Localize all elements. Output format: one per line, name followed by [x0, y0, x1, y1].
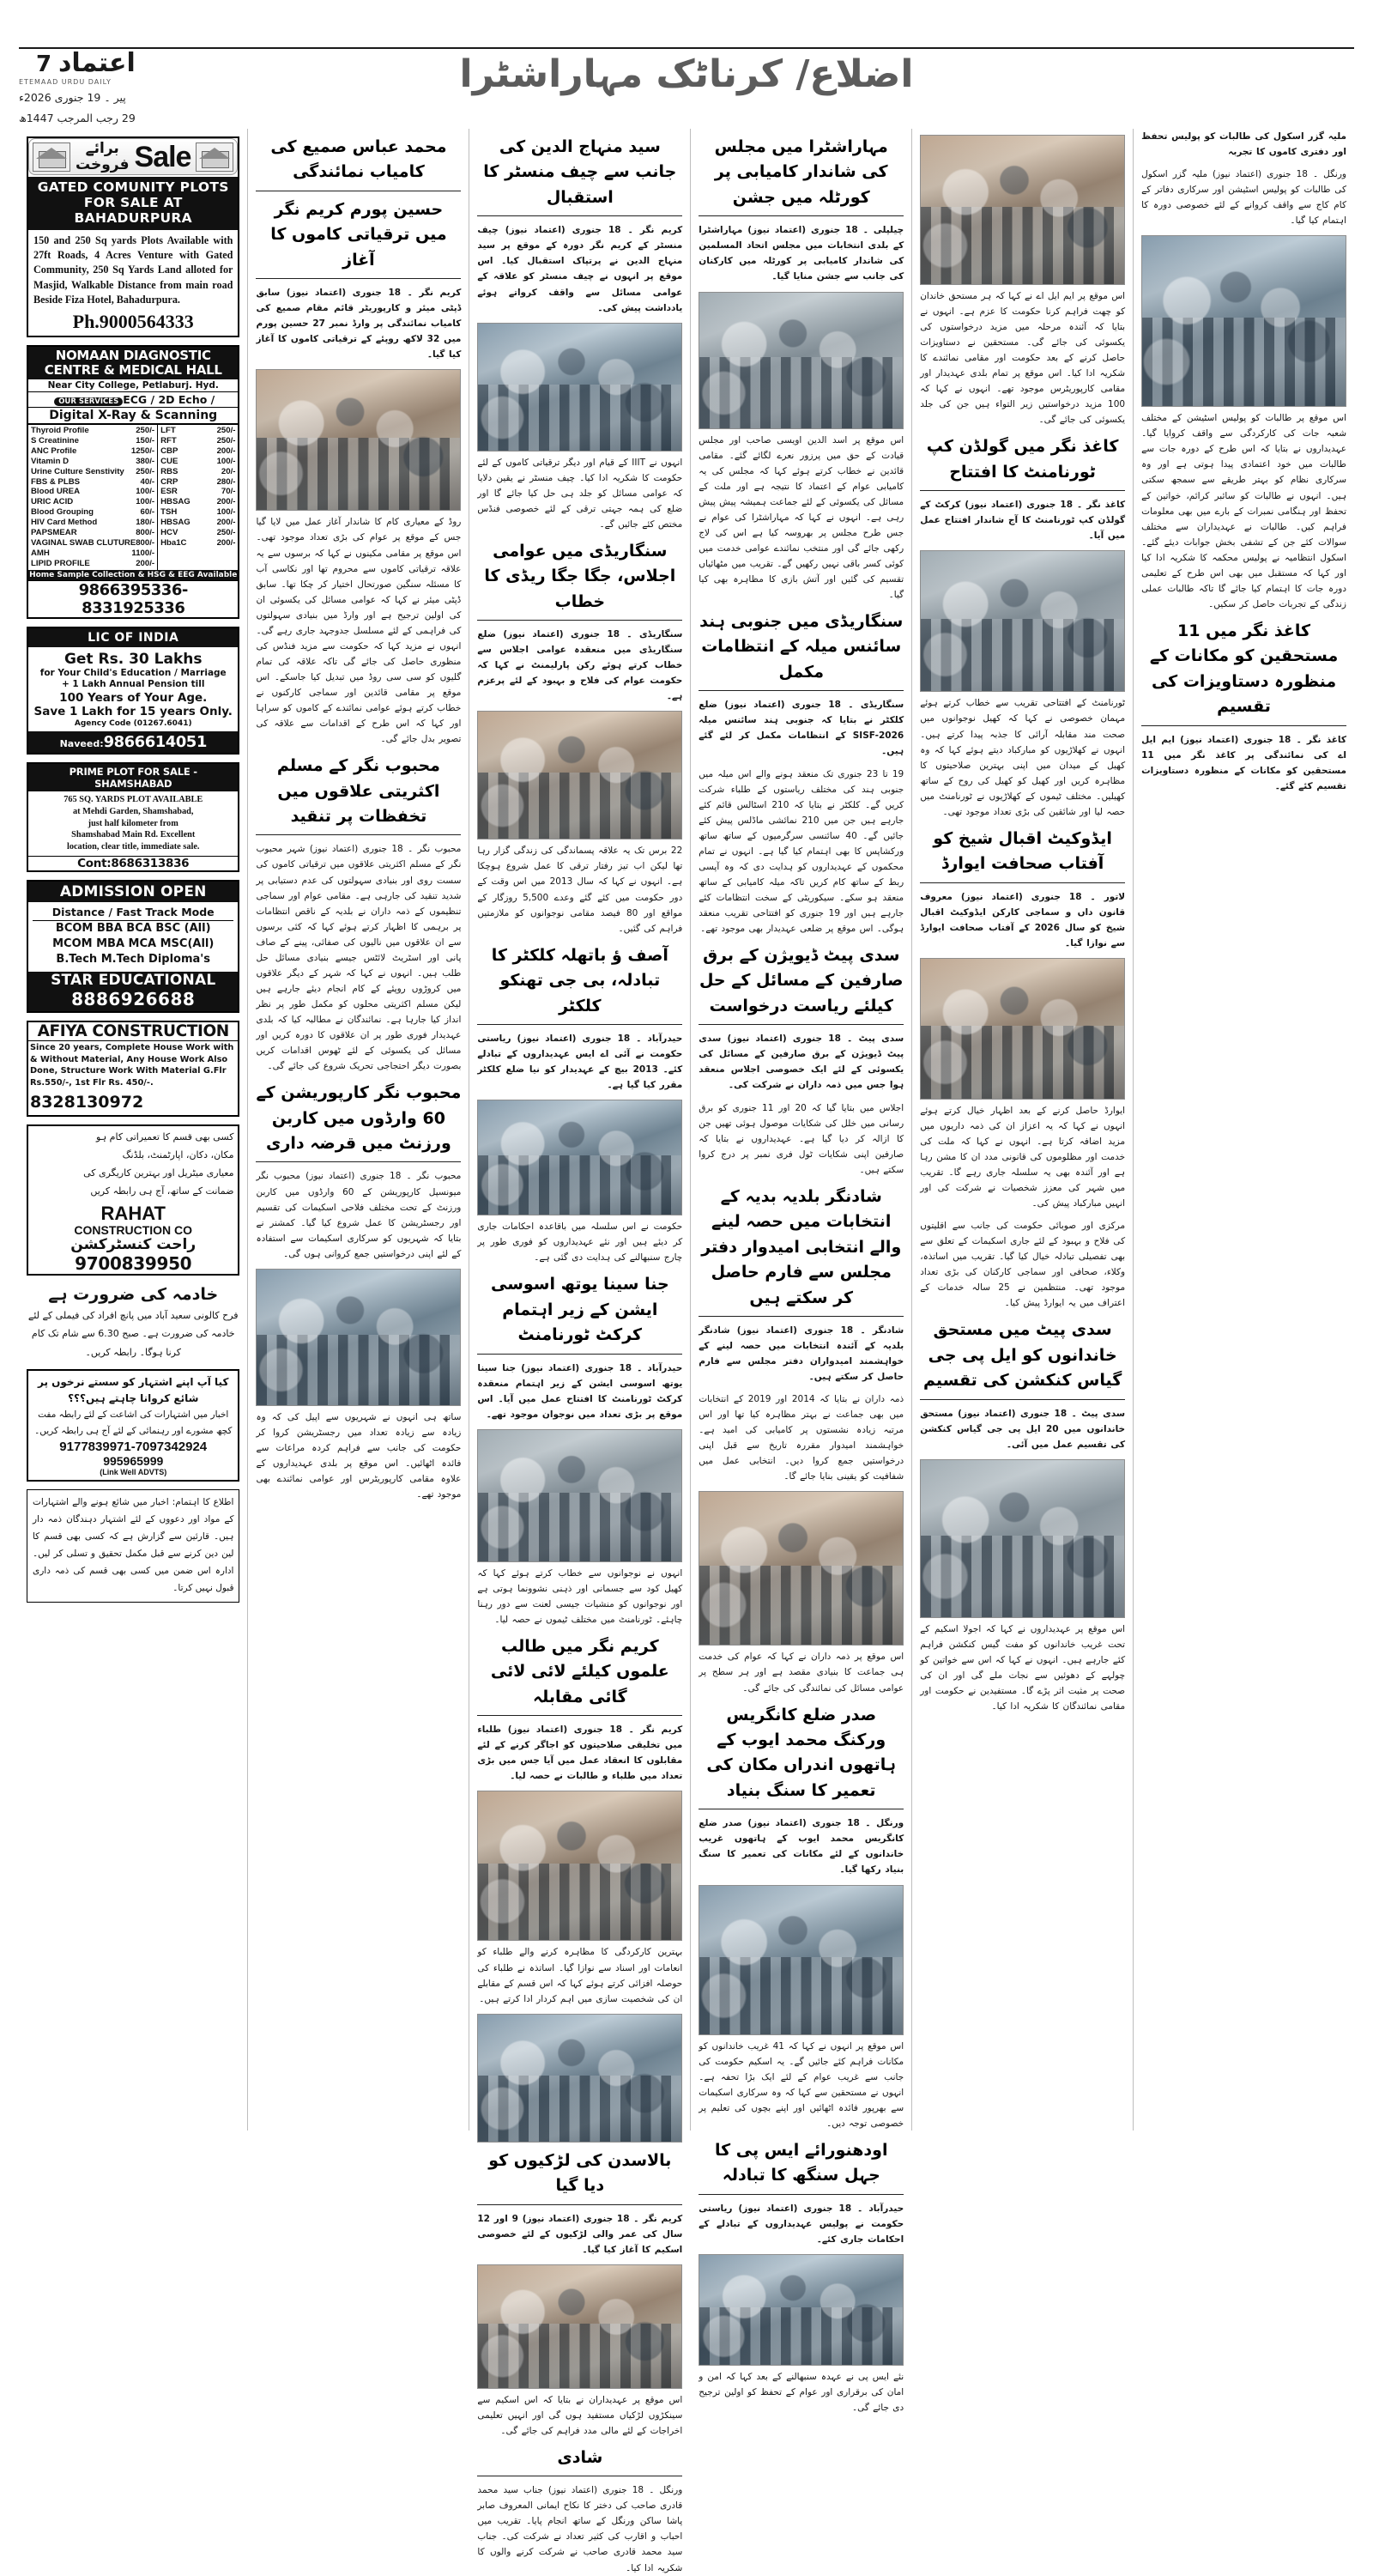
article-headline: کریم نگر میں طالب علموں کیلئے لائی لائی گائی مقابلہ — [490, 1636, 669, 1706]
headline-rule — [699, 1316, 904, 1317]
masthead — [19, 47, 1354, 124]
diagnostic-footer: Home Sample Collection & HSG & EEG Available — [29, 570, 238, 579]
article-body: نئے ایس پی نے عہدہ سنبھالنے کے بعد کہا کہ امن و امان کی برقراری اور عوام کے تحفظ کو اولین ترجیح دی جائے گی۔ — [699, 2371, 904, 2413]
article-body: اس موقع پر ذمہ داران نے کہا کہ عوام کی خدمت ہی جماعت کا بنیادی مقصد ہے اور ہر سطح پر عوامی مسائل کی نمائندگی کی جائے گی۔ — [699, 1652, 904, 1694]
column-5 — [247, 129, 469, 2131]
article-dateline: حیدرآباد ۔ 18 جنوری (اعتماد نیوز) جنا سینا یوتھ اسوسی ایشن کے زیر اہتمام منعقدہ کرکٹ ٹورنامنٹ کا افتتاح عمل میں آیا۔ اس موقع پر بڑی تعداد میں نوجوان موجود تھے۔ — [477, 1362, 683, 1420]
headline-rule — [920, 882, 1125, 883]
article-photo — [920, 550, 1125, 692]
lic-line2: for Your Child's Education / Marriage — [39, 667, 227, 678]
sale-urdu-line1: برائے — [85, 140, 119, 157]
admission-body — [28, 902, 238, 971]
test-price: 250/- — [216, 527, 236, 537]
test-price: 200/- — [136, 558, 155, 568]
test-name: Blood UREA — [30, 487, 81, 497]
article-body: 22 برس تک یہ علاقہ پسماندگی کی زندگی گزار رہا تھا لیکن اب تیز رفتار ترقی کا عمل شروع ہوچکا ہے۔ انہوں نے کہا کہ سال 2013 میں اس وقت کے دور حکومت میں کئے گئے وعدے 5,500 روزگار کے مواقع اور 80 فیصد مقامی نوجوانوں کو ملازمتیں فراہم کی گئیں۔ — [477, 846, 683, 934]
headline-rule — [699, 690, 904, 691]
rahat-urdu_line1: کسی بھی قسم کا تعمیراتی کام ہو — [96, 1131, 234, 1143]
lic-contact-phone: 9866614051 — [103, 732, 207, 751]
price-row — [160, 497, 235, 507]
article-body: اس موقع پر عہدیداروں نے کہا کہ اجولا اسکیم کے تحت غریب خاندانوں کو مفت گیس کنکشن فراہم کئے جارہے ہیں۔ انہوں نے کہا کہ اس سے خواتین کو چولہے کے دھوئیں سے نجات ملے گی اور ان کی صحت پر مثبت اثر پڑے گا۔ مستفیدین نے حکومت اور مقامی نمائندگان کا شکریہ ادا کیا۔ — [920, 1623, 1126, 1712]
test-price: 200/- — [216, 497, 236, 507]
ad-gated-community[interactable] — [27, 136, 239, 337]
test-price: 70/- — [221, 487, 236, 497]
prime-plot-contact-phone: 8686313836 — [111, 857, 190, 871]
test-name: HCV — [160, 527, 178, 537]
test-price: 60/- — [140, 507, 155, 518]
prime-plot-head: PRIME PLOT FOR SALE - SHAMSHABAD — [28, 764, 238, 791]
price-row — [160, 436, 235, 446]
article-headline: شادنگر بلدیہ بدیہ کے انتخابات میں حصہ لینے والے انتخابی امیدوار دفتر مجلس سے فارم حاصل کر سکتے ہیں — [701, 1186, 902, 1307]
lic-body — [28, 647, 238, 731]
test-name: S Creatinine — [30, 435, 79, 445]
sale-urdu-line2: فروخت — [75, 155, 130, 173]
prime-plot-line5: location, clear title, immediate sale. — [66, 842, 200, 852]
article-photo — [699, 2254, 904, 2366]
test-name: TSH — [160, 507, 178, 518]
prime-plot-line1: 765 SQ. YARDS PLOT AVAILABLE — [64, 794, 203, 804]
date-hijri: 29 رجب المرجب 1447ھ — [19, 111, 136, 124]
headline-rule — [920, 1399, 1125, 1400]
column-1 — [1133, 129, 1354, 2131]
test-name: RFT — [160, 435, 177, 445]
article-headline: صدر ضلع کانگریس ورکنگ محمد ایوب کے ہاتھوں اندراں مکان کی تعمیر کا سنگ بنیاد — [706, 1705, 897, 1800]
diagnostic-name-line2: CENTRE & MEDICAL HALL — [44, 362, 222, 379]
test-price: 100/- — [136, 497, 155, 507]
headline-rule — [699, 215, 904, 216]
headline-rule — [477, 1354, 682, 1355]
prime-plot-line3: just half kilometer from — [88, 818, 178, 828]
test-price: 100/- — [216, 507, 236, 518]
advts-phone1[interactable]: 9177839971-7097342924 — [59, 1440, 208, 1455]
diagnostic-price-grid — [28, 425, 238, 569]
price-row — [160, 446, 235, 457]
admission-line2: MCOM MBA MCA MSC(All) — [52, 937, 215, 951]
afiya-phone-row[interactable] — [28, 1090, 238, 1115]
article-dateline: کریم نگر ۔ 18 جنوری (اعتماد نیوز) چیف منسٹر کے کریم نگر دورہ کے موقع پر سید منہاج الدین نے پرتپاک استقبال کیا۔ اس موقع پر انہوں نے چیف منسٹر کو علاقہ کے عوامی مسائل سے واقف کرواتے ہوئے یادداشت پیش کی۔ — [477, 225, 683, 313]
gated-phone[interactable]: Ph.9000564333 — [72, 311, 194, 333]
services-text: ECG / 2D Echo / — [123, 393, 215, 407]
article-headline: محبوب نگر کارپوریشن کے 60 وارڈوں میں کاربن ورزنٹ میں قرضہ داری — [256, 1083, 462, 1154]
test-price: 800/- — [136, 537, 155, 548]
advts-body — [28, 1371, 238, 1480]
price-row — [160, 507, 235, 518]
lic-head: LIC OF INDIA — [28, 628, 238, 647]
price-row — [31, 559, 154, 569]
afiya-head: AFIYA CONSTRUCTION — [28, 1022, 238, 1041]
sale-banner — [28, 138, 238, 175]
test-price: 250/- — [216, 435, 236, 445]
prime-plot-contact[interactable] — [28, 856, 238, 870]
paper-subtitle: ETEMAAD URDU DAILY — [19, 78, 112, 86]
article-body: اجلاس میں بتایا گیا کہ 20 اور 11 جنوری کو برق رسانی میں خلل کی شکایات موصول ہوئی تھیں جن کا ازالہ کر دیا گیا ہے۔ عہدیداروں نے بتایا کہ صارفین اپنی شکایات ٹول فری نمبر پر درج کروا سکتے ہیں۔ — [699, 1102, 904, 1175]
headline-rule — [256, 1161, 461, 1162]
test-name: URIC ACID — [30, 497, 74, 507]
test-name: PAPSMEAR — [30, 527, 77, 537]
admission-line3: B.Tech M.Tech Diploma's — [56, 953, 211, 967]
test-name: AMH — [30, 548, 50, 558]
article-body: ورنگل ۔ 18 جنوری (اعتماد نیوز) ملیہ گزر اسکول کی طالبات کو پولیس اسٹیشن اور سرکاری دفاتر کے کام کاج سے واقف کروانے کے لئے خصوصی دورہ کا اہتمام کیا گیا۔ — [1141, 169, 1346, 227]
ad-nomaan-diagnostic[interactable] — [27, 345, 239, 618]
article-dateline: لاتور ۔ 18 جنوری (اعتماد نیوز) معروف قانون داں و سماجی کارکن ایڈوکیٹ اقبال شیخ کو سال 2026 کے آفتاب صحافت ایوارڈ سے نوازا گیا۔ — [920, 891, 1126, 949]
diagnostic-xray: Digital X-Ray & Scanning — [28, 408, 238, 425]
advts-line1: اخبار میں اشتہارات کی اشاعت کے لئے رابطہ مفت — [38, 1409, 229, 1421]
headline-rule — [1141, 725, 1346, 726]
article-headline: سدی پیٹ میں مستحق خاندانوں کو ایل پی جی گیاس کنکشن کی تقسیم — [922, 1320, 1122, 1391]
price-row — [160, 457, 235, 467]
price-row — [31, 538, 154, 549]
article-photo — [920, 958, 1125, 1100]
lic-line1: Get Rs. 30 Lakhs — [64, 650, 203, 668]
article-body: انہوں نے نوجوانوں سے خطاب کرتے ہوئے کہا کہ کھیل کود سے جسمانی اور ذہنی نشوونما ہوتی ہے اور نوجوانوں کو منشیات جیسی لعنت سے دور رہنا چاہئے۔ ٹورنامنٹ میں مختلف ٹیموں نے حصہ لیا۔ — [477, 1567, 683, 1625]
services-pill: OUR SERVICES — [54, 397, 123, 406]
article-headline: اودھنورائے ایس پی کا جہل سنگھ کا تبادلہ — [714, 2140, 888, 2185]
article-body: بہترین کارکردگی کا مظاہرہ کرنے والے طلباء کو انعامات اور اسناد سے نوازا گیا۔ اساتذہ نے طلباء کی حوصلہ افزائی کرتے ہوئے کہا کہ اس قسم کے مقابلے ان کی شخصیت سازی میں اہم کردار ادا کرتے ہیں۔ — [477, 1947, 683, 2004]
rahat-name: RAHAT — [100, 1202, 166, 1224]
article-photo — [477, 1429, 682, 1562]
price-row — [160, 538, 235, 549]
article-body: انہوں نے IIIT کے قیام اور دیگر ترقیاتی کاموں کے لئے حکومت کا شکریہ ادا کیا۔ چیف منسٹر نے یقین دلایا کہ عوامی مسائل کو جلد ہی حل کیا جائے گا اور ضلع کی ہمہ جہتی ترقی کے لئے خصوصی فنڈس مختص کئے جائیں گے۔ — [477, 457, 683, 530]
article-body: حکومت نے اس سلسلہ میں باقاعدہ احکامات جاری کر دیئے ہیں اور نئے عہدیداروں کو فوری طور پر چارج سنبھالنے کی ہدایت دی گئی ہے۔ — [477, 1221, 683, 1264]
rahat-phone[interactable]: 9700839950 — [75, 1253, 192, 1275]
article-body: ساتھ ہی انہوں نے شہریوں سے اپیل کی کہ وہ زیادہ سے زیادہ تعداد میں رجسٹریشن کروا کر حکومت کی جانب سے فراہم کردہ مراعات سے فائدہ اٹھائیں۔ اس موقع پر بلدی عہدیداروں کے علاوہ مقامی کارپوریٹرس اور عوامی نمائندے بھی موجود تھے۔ — [256, 1411, 462, 1500]
article-headline: حسین پورم کریم نگر میں ترقیاتی کاموں کا آغاز — [270, 199, 447, 270]
article-photo — [477, 2014, 682, 2143]
price-row — [31, 426, 154, 436]
article-body: 19 تا 23 جنوری تک منعقد ہونے والے اس میلہ میں جنوبی ہند کی مختلف ریاستوں کے طلباء شرکت کریں گے۔ کلکٹر نے بتایا کہ 210 اسٹالس قائم کئے جارہے ہیں جن میں 210 نمائشی ماڈلس پیش کئے جائیں گے۔ 40 سائنسی سرگرمیوں کے ساتھ ساتھ ورکشاپس کا بھی اہتمام کیا گیا ہے۔ انہوں نے تمام محکموں کے عہدیداروں کو ہدایت دی کہ وہ آپسی ربط کے ساتھ کام کریں تاکہ میلہ کامیابی کے ساتھ منعقد ہو سکے۔ سیکوریٹی کے سخت انتظامات کئے جارہے ہیں اور 19 جنوری کو افتتاحی تقریب منعقد ہوگی۔ اس موقع پر ضلعی عہدیدار بھی موجود تھے۔ — [699, 768, 904, 934]
lic-line5: Save 1 Lakh for 15 years Only. — [33, 705, 233, 719]
headline-rule — [256, 834, 461, 835]
article-dateline: سنگاریڈی ۔ 18 جنوری (اعتماد نیوز) ضلع کلکٹر نے بتایا کہ جنوبی ہند سائنس میلہ SISF-2026 کے انتظامات مکمل کر لئے گئے ہیں۔ — [699, 700, 904, 757]
article-dateline: کریم نگر ۔ 18 جنوری (اعتماد نیوز) طلباء میں تخلیقی صلاحیتوں کو اجاگر کرنے کے لئے مقابلوں کا انعقاد عمل میں آیا جس میں بڑی تعداد میں طلباء و طالبات نے حصہ لیا۔ — [477, 1724, 683, 1782]
column-3 — [690, 129, 911, 2413]
column-4 — [469, 129, 690, 2573]
test-name: LFT — [160, 426, 176, 436]
test-name: Urine Culture Senstivity — [30, 466, 124, 476]
price-row — [31, 436, 154, 446]
admission-head: ADMISSION OPEN — [28, 882, 238, 902]
admission-phone[interactable]: 8886926688 — [28, 989, 238, 1011]
article-body: ٹورنامنٹ کے افتتاحی تقریب سے خطاب کرتے ہوئے مہمان خصوصی نے کہا کہ کھیل نوجوانوں میں صحت مند مقابلہ آرائی کا جذبہ پیدا کرتے ہیں۔ انہوں نے کھلاڑیوں کو مبارکباد دیتے ہوئے کہا کہ وہ کھیل کے میدان میں اپنی بہترین صلاحیتوں کا مظاہرہ کریں اور کھیل کو کھیل کی روح کے ساتھ کھیلیں۔ مختلف ٹیموں کے کھلاڑیوں نے ٹورنامنٹ میں حصہ لیا اور شائقین کی بڑی تعداد موجود تھی۔ — [920, 698, 1126, 817]
article-body: اس موقع پر ایم ایل اے نے کہا کہ ہر مستحق خاندان کو چھت فراہم کرنا حکومت کا عزم ہے۔ انہوں نے بتایا کہ آئندہ مرحلہ میں مزید درخواستوں کی یکسوئی کی جائے گی۔ مستحقین نے دستاویزات حاصل کرنے کے بعد حکومت اور مقامی نمائندے کا شکریہ ادا کیا۔ اس موقع پر تمام بلدی عہدیدار اور مقامی کارپوریٹرس موجود تھے۔ انہوں نے کہا کہ 100 مزید درخواستیں زیر التواء ہیں جن کی جلد یکسوئی کی جائے گی۔ — [920, 291, 1126, 426]
ad-advts-contact[interactable] — [27, 1369, 239, 1482]
article-photo — [477, 323, 682, 452]
test-name: HBSAG — [160, 497, 191, 507]
headline-rule — [699, 1024, 904, 1025]
test-price: 250/- — [136, 426, 155, 436]
article-dateline: حیدرآباد ۔ 18 جنوری (اعتماد نیوز) ریاستی حکومت نے پولیس عہدیداروں کے تبادلے کے احکامات جاری کئے۔ — [699, 2203, 904, 2245]
article-body: مرکزی اور صوبائی حکومت کی جانب سے اقلیتوں کی فلاح و بہبود کے لئے جاری اسکیمات کے تعلق سے بھی تفصیلی تبادلہ خیال کیا گیا۔ تقریب میں اساتذہ، وکلاء، صحافی اور سماجی کارکنان کی بڑی تعداد موجود تھی۔ منتظمین نے 25 سالہ خدمات کے اعتراف میں یہ ایوارڈ پیش کیا۔ — [920, 1221, 1126, 1309]
article-dateline: حیدرآباد ۔ 18 جنوری (اعتماد نیوز) ریاستی حکومت نے آئی اے ایس عہدیداروں کے تبادلے کئے۔ 2013 بیچ کے عہدیدار کو نیا ضلع کلکٹر مقرر کیا گیا ہے۔ — [477, 1033, 683, 1091]
test-name: ESR — [160, 487, 178, 497]
article-body: روڈ کے معیاری کام کا شاندار آغاز عمل میں لایا گیا جس کے موقع پر عوام کی بڑی تعداد موجود تھی۔ اس موقع پر مقامی مکینوں نے کہا کہ برسوں سے یہ علاقہ ترقیاتی کاموں سے محروم تھا اور نکاسی آب کا مسئلہ سنگین صورتحال اختیار کر چکا تھا۔ سابق ڈپٹی میئر نے کہا کہ عوامی مسائل کی یکسوئی ان کی اولین ترجیح ہے اور وارڈ میں بنیادی سہولتوں کی فراہمی کے لئے مسلسل جدوجہد جاری رہے گی۔ انہوں نے مزید کہا کہ حکومت سے مزید فنڈس کی منظوری حاصل کی جائے گی تاکہ علاقہ کی تمام گلیوں کو سی سی روڈ میں تبدیل کیا جاسکے۔ اس موقع پر مقامی قائدین اور سماجی کارکنوں نے خطاب کرتے ہوئے عوامی نمائندے کے کاموں کو سراہا اور کہا کہ اس طرح کے اقدامات سے علاقہ کی تصویر بدل جائے گی۔ — [256, 517, 462, 745]
lic-line4: 100 Years of Your Age. — [59, 690, 208, 705]
article-headline: سید منہاج الدین کی جانب سے چیف منسٹر کا استقبال — [483, 137, 677, 207]
ad-rahat-construction[interactable] — [27, 1124, 239, 1276]
article-dateline: شادنگر ۔ 18 جنوری (اعتماد نیوز) شادنگر بلدیہ کے آئندہ انتخابات میں حصہ لینے کے خواہشمند امیدواران دفتر مجلس سے فارم حاصل کر سکتے ہیں۔ — [699, 1324, 904, 1383]
test-price: 180/- — [136, 518, 155, 528]
price-row — [160, 487, 235, 497]
headline-rule — [477, 1715, 682, 1716]
rahat-urdu-name: راحت کنسٹرکشن — [70, 1236, 197, 1254]
test-price: 20/- — [221, 466, 236, 476]
diagnostic-phones[interactable]: 9866395336-8331925336 — [28, 580, 238, 617]
price-row — [160, 467, 235, 477]
lic-line3: + 1 Lakh Annual Pension till — [61, 679, 205, 690]
admission-line1: BCOM BBA BCA BSC (All) — [55, 922, 211, 936]
test-price: 100/- — [136, 487, 155, 497]
test-name: HBSAG — [160, 518, 191, 528]
lic-contact-label: Naveed: — [59, 737, 104, 749]
headline-rule — [477, 215, 682, 216]
advts-phone2[interactable]: 995965999 — [103, 1454, 164, 1469]
article-photo — [699, 1885, 904, 2035]
article-body: محبوب نگر ۔ 18 جنوری (اعتماد نیوز) شہر محبوب نگر کے مسلم اکثریتی علاقوں میں ترقیاتی کاموں کی سست روی اور بنیادی سہولتوں کی عدم دستیابی پر شدید تنقید کی جارہی ہے۔ مقامی عوام اور سماجی تنظیموں کے ذمہ داران نے بلدیہ کے ناقص انتظامات پر برہمی کا اظہار کرتے ہوئے کہا کہ کئی برسوں سے ان علاقوں میں نالیوں کی صفائی، پینے کے صاف پانی اور اسٹریٹ لائٹس جیسے بنیادی مسائل حل طلب ہیں۔ انہوں نے کہا کہ شہر کے دیگر علاقوں میں کروڑوں روپئے کے کام انجام دیئے جارہے ہیں لیکن مسلم اکثریتی محلوں کو مکمل طور پر نظر انداز کیا جارہا ہے۔ نمائندگان نے مطالبہ کیا کہ بلدی عہدیدار فوری طور پر ان علاقوں کا دورہ کریں اور مسائل کی یکسوئی کے لئے ٹھوس اقدامات کریں بصورت دیگر احتجاجی تحریک شروع کی جائے گی۔ — [256, 844, 462, 1072]
test-name: RBS — [160, 466, 178, 476]
test-price: 1100/- — [131, 548, 155, 558]
test-price: 800/- — [136, 527, 155, 537]
article-dateline: ورنگل ۔ 18 جنوری (اعتماد نیوز) صدر ضلع کانگریس محمد ایوب کے ہاتھوں غریب خاندانوں کے لئے مکانات کی تعمیر کا سنگ بنیاد رکھا گیا۔ — [699, 1818, 904, 1876]
test-name: CUE — [160, 456, 178, 466]
test-name: CRP — [160, 476, 178, 487]
price-row — [160, 518, 235, 528]
test-price: 1250/- — [130, 445, 155, 456]
test-name: LIPID PROFILE — [30, 558, 90, 568]
price-row — [160, 426, 235, 436]
test-name: CBP — [160, 445, 178, 456]
khadima-head: خادمہ کی ضرورت ہے — [48, 1285, 219, 1305]
price-row — [160, 477, 235, 488]
lic-agency-code: Agency Code (01267.6041) — [74, 718, 192, 728]
price-row — [31, 549, 154, 559]
article-dateline: چیلپلی ۔ 18 جنوری (اعتماد نیوز) مہاراشٹرا کے بلدی انتخابات میں مجلس اتحاد المسلمین کی شاندار کامیابی پر کورٹلہ میں کارکنان کی جانب سے جشن منایا گیا۔ — [699, 225, 904, 282]
afiya-body: Since 20 years, Complete House Work with & Without Material, Any House Work Also Done, Structure Work With Material G.Flr Rs.550/-, 1st Flr Rs. 450/-. — [29, 1042, 234, 1088]
test-price: 40/- — [140, 476, 155, 487]
admission-sub: Distance / Fast Track Mode — [33, 906, 233, 921]
article-headline: شادی — [557, 2447, 603, 2467]
column-grid — [19, 129, 1354, 2573]
test-price: 100/- — [216, 456, 236, 466]
rahat-urdu_line2: مکان، دکان، اپارٹمنٹ، بلڈنگ — [122, 1149, 234, 1161]
page-number: 7 — [35, 52, 52, 77]
article-headline: محبوب نگر کے مسلم اکثریتی علاقوں میں تخفظات پر تنقید — [276, 756, 440, 826]
test-name: FBS & PLBS — [30, 476, 81, 487]
article-body: محبوب نگر ۔ 18 جنوری (اعتماد نیوز) محبوب نگر میونسپل کارپوریشن کے 60 وارڈوں میں کاربن ورزنٹ کے تحت مختلف فلاحی اسکیمات کی تقسیم اور رجسٹریشن کا عمل شروع کیا گیا۔ کمشنر نے بتایا کہ شہریوں کو سرکاری اسکیمات سے استفادہ کے لئے اپنی درخواستیں جمع کروانی ہوں گی۔ — [256, 1171, 462, 1259]
article-photo — [256, 369, 461, 511]
column-2 — [911, 129, 1133, 2131]
article-body: اس موقع پر انہوں نے کہا کہ 41 غریب خاندانوں کو مکانات فراہم کئے جائیں گے۔ یہ اسکیم حکومت کی جانب سے غریب عوام کے لئے ایک بڑا تحفہ ہے۔ انہوں نے مستحقین سے کہا کہ وہ سرکاری اسکیمات سے بھرپور فائدہ اٹھائیں اور اپنے بچوں کی تعلیم پر خصوصی توجہ دیں۔ — [699, 2040, 904, 2129]
article-headline: بالاسدن کی لڑکیوں کو دیا گیا — [488, 2150, 672, 2196]
test-name: Blood Grouping — [30, 507, 94, 518]
price-row — [31, 497, 154, 507]
lic-contact[interactable] — [28, 731, 238, 753]
article-headline: مہاراشٹرا میں مجلس کی شاندار کامیابی پر کورٹلہ میں جشن — [714, 137, 888, 207]
test-price: 250/- — [136, 466, 155, 476]
price-row — [31, 457, 154, 467]
test-name: VAGINAL SWAB CLUTURE — [30, 537, 136, 548]
article-body: اس موقع پر طالبات کو پولیس اسٹیشن کے مختلف شعبہ جات کی کارکردگی سے واقف کروایا گیا۔ عہدیداروں نے بتایا کہ اس طرح کے دورہ جات سے طالبات میں خود اعتمادی پیدا ہوتی ہے اور وہ سرکاری نظام کو بہتر طریقے سے سمجھ سکتی ہیں۔ انہوں نے طالبات کو سائبر کرائم، خواتین کے تحفظ اور ہنگامی نمبرات کے بارے میں بھی معلومات فراہم کیں۔ طالبات نے عہدیداران سے مختلف سوالات کئے جن کے تشفی بخش جوابات دیئے گئے۔ اسکول انتظامیہ نے پولیس محکمہ کا شکریہ ادا کیا اور کہا کہ مستقبل میں بھی اس طرح کے تعلیمی دورہ جات کا اہتمام کیا جائے گا تاکہ طالبات عملی زندگی کے تجربات حاصل کر سکیں۔ — [1141, 413, 1346, 609]
test-name: Vitamin D — [30, 456, 70, 466]
diagnostic-address: Near City College, Petlaburj. Hyd. — [28, 379, 238, 392]
price-row — [31, 446, 154, 457]
test-name: Thyroid Profile — [30, 426, 89, 436]
article-photo — [477, 1100, 682, 1215]
article-dateline: سدی پیٹ ۔ 18 جنوری (اعتماد نیوز) مستحق خاندانوں میں 20 ایل پی جی گیاس کنکشن کی تقسیم عمل میں آئی۔ — [920, 1408, 1126, 1450]
price-col-left — [28, 425, 158, 569]
article-headline: کاغذ نگر میں گولڈن کپ ٹورنامنٹ کا افتتاح — [926, 437, 1119, 482]
admission-institute: STAR EDUCATIONAL — [28, 972, 238, 989]
paper-name: اعتماد — [58, 48, 136, 78]
price-col-right — [158, 425, 238, 569]
afiya-phone: 8328130972 — [29, 1093, 144, 1112]
rahat-urdu_line3: معیاری میٹریل اور بہترین کاریگری کی — [83, 1167, 234, 1179]
diagnostic-name-line1: NOMAAN DIAGNOSTIC — [55, 348, 211, 364]
rahat-name2: CONSTRUCTION CO — [74, 1223, 193, 1238]
headline-rule — [256, 278, 461, 279]
article-body: ایوارڈ حاصل کرنے کے بعد اظہار خیال کرتے ہوئے انہوں نے کہا کہ یہ اعزاز ان کی ذمہ داریوں میں مزید اضافہ کرتا ہے۔ انہوں نے کہا کہ ملت کی خدمت اور مظلوموں کی قانونی مدد ان کا مشن رہا ہے اور آئندہ بھی یہ سلسلہ جاری رہے گا۔ تقریب میں شہر کی معزز شخصیات نے شرکت کی اور انہیں مبارکباد پیش کی۔ — [920, 1105, 1126, 1209]
test-name: HIV Card Method — [30, 518, 98, 528]
article-photo — [1141, 235, 1346, 407]
test-price: 380/- — [136, 456, 155, 466]
article-body: ورنگل ۔ 18 جنوری (اعتماد نیوز) جناب سید محمد قادری صاحب کی دختر کا نکاح ایمانی المعروف صابر پاشا ساکن ورنگل کے ساتھ انجام پایا۔ تقریب میں احباب و اقارب کی کثیر تعداد نے شرکت کی۔ جناب سید محمد قادری صاحب نے شرکت کرنے والوں کا شکریہ ادا کیا۔ — [477, 2485, 683, 2573]
date-gregorian: پیر ۔ 19 جنوری 2026ء — [19, 91, 126, 104]
rahat-urdu_line4: ضمانت کے ساتھ، آج ہی رابطہ کریں — [90, 1185, 234, 1197]
test-price: 280/- — [216, 476, 236, 487]
diagnostic-name — [28, 347, 238, 379]
advts-tag: (Link Well ADVTS) — [100, 1468, 167, 1477]
article-dateline: کاغذ نگر ۔ 18 جنوری (اعتماد نیوز) کرکٹ کے گولڈن کپ ٹورنامنٹ کا آج شاندار افتتاح عمل میں آیا۔ — [920, 500, 1126, 542]
article-photo — [477, 1791, 682, 1941]
article-photo — [477, 711, 682, 839]
test-price: 200/- — [216, 537, 236, 548]
test-name: ANC Profile — [30, 445, 77, 456]
article-photo — [920, 1459, 1125, 1618]
price-row — [31, 528, 154, 538]
price-row — [31, 518, 154, 528]
test-price: 250/- — [216, 426, 236, 436]
article-body: ذمہ داران نے بتایا کہ 2014 اور 2019 کے انتخابات میں بھی جماعت نے بہتر مظاہرہ کیا تھا اور اس مرتبہ زیادہ نشستوں پر کامیابی کی امید ہے۔ خواہشمند امیدوار مقررہ تاریخ سے قبل اپنی درخواستیں جمع کروا دیں۔ انتخابی عمل میں شفافیت کو یقینی بنایا جائے گا۔ — [699, 1394, 904, 1482]
rahat-urdu-text — [28, 1126, 238, 1203]
article-headline: سنگاریڈی میں عوامی اجلاس، جگا جگا ریڈی کا خطاب — [484, 541, 676, 611]
article-dateline: کریم نگر ۔ 18 جنوری (اعتماد نیوز) 9 اور 12 سال کی عمر والی لڑکیوں کے لئے خصوصی اسکیم کا آغاز کیا گیا۔ — [477, 2213, 683, 2255]
gated-title — [28, 177, 238, 229]
sale-urdu-label — [76, 141, 130, 173]
house-icon — [33, 142, 70, 172]
khadima-body: فرح کالونی سعید آباد میں پانچ افراد کی فیملی کے لئے خادمہ کی ضرورت ہے۔ صبح 6.30 سے شام تک کام کرنا ہوگا۔ رابطہ کریں۔ — [27, 1309, 239, 1358]
article-body: اس موقع پر اسد الدین اویسی صاحب اور مجلس قیادت کے حق میں پرزور نعرے لگائے گئے۔ مقامی قائدین نے خطاب کرتے ہوئے کہا کہ مجلس کی یہ کامیابی عوام کے اعتماد کا نتیجہ ہے اور ملت کے مسائل کی یکسوئی کے لئے جماعت ہمیشہ پیش پیش رہی ہے۔ انہوں نے کہا کہ مہاراشٹرا کی عوام نے جس طرح مجلس پر بھروسہ کیا ہے اس کی لاج رکھی جائے گی اور منتخب نمائندے عوامی خدمت میں کوئی کسر باقی نہیں رکھیں گے۔ تقریب میں مٹھائیاں تقسیم کی گئیں اور آتش بازی کا مظاہرہ بھی کیا گیا۔ — [699, 434, 904, 600]
section-title: اضلاع/ کرناٹک مہاراشٹرا — [459, 52, 914, 96]
article-photo — [256, 1269, 461, 1406]
test-price: 200/- — [216, 518, 236, 528]
prime-plot-line4: Shamshabad Main Rd. Excellent — [71, 830, 196, 840]
article-dateline: سدی پیٹ ۔ 18 جنوری (اعتماد نیوز) سدی پیٹ ڈیویژن کے برق صارفین کے مسائل کی یکسوئی کے لئے ایک خصوصی اجلاس منعقد ہوا جس میں ذمہ داران نے شرکت کی۔ — [699, 1033, 904, 1091]
headline-rule — [920, 490, 1125, 491]
article-photo — [477, 2264, 682, 2389]
article-headline: آصف ؤ باتھلہ کلکٹر کا تبادلہ، بی جی تھنکو کلکٹر — [491, 945, 668, 1015]
advts-line2: کچھ مشورے اور رہنمائی کے لئے آج ہی رابطہ کریں۔ — [34, 1426, 233, 1437]
column-6 — [19, 129, 247, 2131]
price-row — [160, 528, 235, 538]
headline-rule — [477, 2204, 682, 2205]
gated-title-line2: BAHADURPURA — [74, 210, 192, 226]
prime-plot-line2: at Mehdi Garden, Shamshabad, — [72, 806, 194, 816]
test-name: Hba1C — [160, 537, 187, 548]
ad-disclaimer-notice: اطلاع کا اہتمام: اخبار میں شائع ہونے والے اشتہارات کے مواد اور دعووں کے لئے اشتہار دہندگان ذمہ دار ہیں۔ قارئین سے گزارش ہے کہ کسی بھی قسم کا لین دین کرنے سے قبل مکمل تحقیق و تسلی کر لیں۔ ادارہ اس ضمن میں کسی بھی قسم کی ذمہ داری قبول نہیں کرتا۔ — [27, 1489, 239, 1603]
headline-rule — [699, 2194, 904, 2195]
article-headline: کاغذ نگر میں 11 مستحقین کو مکانات کے منظورہ دستاویزات کی تقسیم — [1149, 621, 1339, 717]
gated-body: 150 and 250 Sq yards Plots Available with 27ft Roads, 4 Acres Venture with Gated Community, 250 Sq Yards Land alloted for Masjid, Walkable Distance from main road Beside Fiza Hotel, Bahadurpura. — [33, 233, 233, 306]
test-price: 200/- — [216, 445, 236, 456]
test-price: 150/- — [136, 435, 155, 445]
article-dateline: کاغذ نگر ۔ 18 جنوری (اعتماد نیوز) ایم ایل اے کی نمائندگی پر کاغذ نگر میں 11 مستحقین کو مکانات کے منظورہ دستاویزات تقسیم کئے گئے۔ — [1141, 734, 1346, 791]
article-headline: جنا سینا یوتھ اسوسی ایشن کے زیر اہتمام کرکٹ ٹورنامنٹ — [490, 1275, 669, 1345]
house-icon — [196, 142, 233, 172]
headline-rule — [477, 1024, 682, 1025]
article-headline: سنگاریڈی میں جنوبی ہند سائنس میلہ کے انتظامات مکمل — [699, 612, 904, 682]
ad-afiya-construction[interactable] — [27, 1021, 239, 1118]
article-dateline: کریم نگر ۔ 18 جنوری (اعتماد نیوز) سابق ڈپٹی میئر و کارپوریٹر قائم مقام صمیع کی کامیاب نمائندگی پر وارڈ نمبر 27 حسین پورم میں 32 لاکھ روپئے کے ترقیاتی کاموں کا آغاز کیا گیا۔ — [256, 288, 462, 361]
prime-plot-contact-label: Cont: — [77, 857, 112, 871]
article-headline: ایڈوکیٹ اقبال شیخ کو آفتاب صحافت ایوارڈ — [933, 828, 1112, 874]
article-body: اس موقع پر عہدیداران نے بتایا کہ اس اسکیم سے سینکڑوں لڑکیاں مستفید ہوں گی اور انہیں تعلیمی اخراجات کے لئے مالی مدد فراہم کی جائے گی۔ — [477, 2394, 683, 2436]
ad-admission-open[interactable] — [27, 880, 239, 1012]
article-headline: محمد عباس صمیع کی کامیاب نمائندگی — [270, 137, 447, 182]
headline-rule — [477, 620, 682, 621]
advts-head: کیا آپ اپنے اشتہار کو سستے نرخوں پر شائع کروانا چاہتے ہیں؟؟؟ — [38, 1376, 229, 1405]
article-photo — [920, 135, 1125, 285]
ad-prime-plot[interactable] — [27, 762, 239, 872]
price-row — [31, 477, 154, 488]
article-photo — [699, 1491, 904, 1646]
prime-plot-body — [28, 791, 238, 856]
article-headline: سدی پیٹ ڈیویژن کے برق صارفین کے مسائل کے حل کیلئے ریاست درخواست — [699, 946, 904, 1015]
price-row — [31, 487, 154, 497]
price-row — [31, 507, 154, 518]
price-row — [31, 467, 154, 477]
article-dateline: ملیہ گزر اسکول کی طالبات کو پولیس تحفظ اور دفتری کاموں کا تجربہ — [1141, 131, 1346, 158]
gated-title-line1: GATED COMUNITY PLOTS FOR SALE AT — [37, 179, 229, 211]
diagnostic-services — [28, 392, 238, 408]
ad-lic-of-india[interactable] — [27, 627, 239, 755]
sale-label: Sale — [134, 140, 191, 173]
article-dateline: سنگاریڈی ۔ 18 جنوری (اعتماد نیوز) ضلع سنگاریڈی میں منعقدہ عوامی اجلاس سے خطاب کرتے ہوئے رکن پارلیمنٹ نے کہا کہ حکومت عوام کی فلاح و بہبود کے لئے پرعزم ہے۔ — [477, 629, 683, 702]
article-photo — [699, 292, 904, 429]
